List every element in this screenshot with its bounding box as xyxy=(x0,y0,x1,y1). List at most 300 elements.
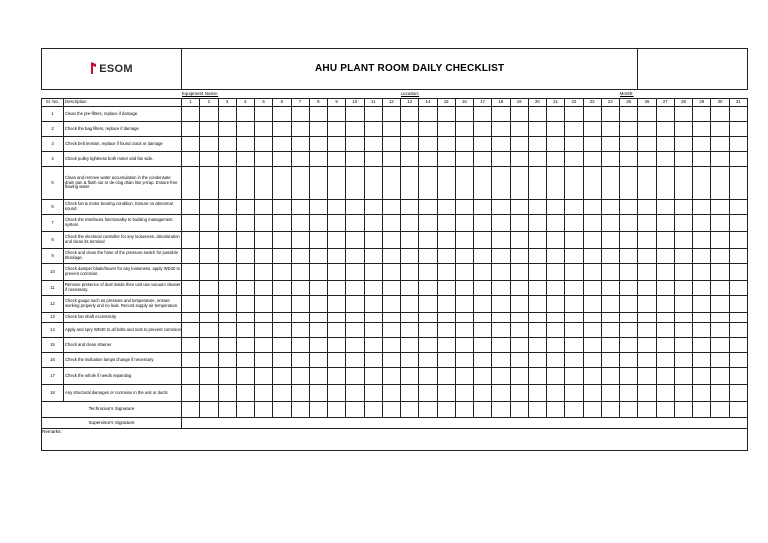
check-cell[interactable] xyxy=(510,338,528,353)
check-cell[interactable] xyxy=(273,122,291,137)
check-cell[interactable] xyxy=(674,152,692,167)
check-cell[interactable] xyxy=(565,385,583,402)
check-cell[interactable] xyxy=(328,323,346,338)
check-cell[interactable] xyxy=(656,215,674,232)
check-cell[interactable] xyxy=(638,281,656,296)
check-cell[interactable] xyxy=(565,313,583,323)
check-cell[interactable] xyxy=(382,385,400,402)
check-cell[interactable] xyxy=(474,107,492,122)
check-cell[interactable] xyxy=(547,167,565,200)
check-cell[interactable] xyxy=(528,264,546,281)
check-cell[interactable] xyxy=(182,368,200,385)
check-cell[interactable] xyxy=(419,167,437,200)
check-cell[interactable] xyxy=(218,122,236,137)
check-cell[interactable] xyxy=(309,215,327,232)
check-cell[interactable] xyxy=(620,215,638,232)
check-cell[interactable] xyxy=(291,281,309,296)
check-cell[interactable] xyxy=(309,296,327,313)
check-cell[interactable] xyxy=(291,152,309,167)
check-cell[interactable] xyxy=(620,323,638,338)
check-cell[interactable] xyxy=(547,107,565,122)
check-cell[interactable] xyxy=(364,338,382,353)
check-cell[interactable] xyxy=(291,338,309,353)
check-cell[interactable] xyxy=(401,152,419,167)
check-cell[interactable] xyxy=(583,167,601,200)
check-cell[interactable] xyxy=(455,232,473,249)
check-cell[interactable] xyxy=(455,249,473,264)
check-cell[interactable] xyxy=(711,264,729,281)
check-cell[interactable] xyxy=(729,215,747,232)
check-cell[interactable] xyxy=(492,107,510,122)
check-cell[interactable] xyxy=(638,264,656,281)
check-cell[interactable] xyxy=(382,107,400,122)
check-cell[interactable] xyxy=(729,122,747,137)
check-cell[interactable] xyxy=(638,122,656,137)
check-cell[interactable] xyxy=(309,249,327,264)
check-cell[interactable] xyxy=(474,152,492,167)
check-cell[interactable] xyxy=(236,152,254,167)
check-cell[interactable] xyxy=(346,122,364,137)
check-cell[interactable] xyxy=(401,338,419,353)
check-cell[interactable] xyxy=(255,338,273,353)
check-cell[interactable] xyxy=(364,200,382,215)
check-cell[interactable] xyxy=(200,385,218,402)
check-cell[interactable] xyxy=(547,137,565,152)
check-cell[interactable] xyxy=(309,200,327,215)
technician-signature-cell[interactable] xyxy=(309,402,327,418)
check-cell[interactable] xyxy=(638,137,656,152)
technician-signature-cell[interactable] xyxy=(401,402,419,418)
check-cell[interactable] xyxy=(346,264,364,281)
technician-signature-cell[interactable] xyxy=(419,402,437,418)
check-cell[interactable] xyxy=(255,232,273,249)
check-cell[interactable] xyxy=(674,296,692,313)
check-cell[interactable] xyxy=(601,215,619,232)
check-cell[interactable] xyxy=(620,264,638,281)
check-cell[interactable] xyxy=(346,385,364,402)
check-cell[interactable] xyxy=(601,313,619,323)
check-cell[interactable] xyxy=(346,137,364,152)
check-cell[interactable] xyxy=(528,200,546,215)
check-cell[interactable] xyxy=(674,353,692,368)
check-cell[interactable] xyxy=(182,215,200,232)
check-cell[interactable] xyxy=(601,338,619,353)
check-cell[interactable] xyxy=(638,296,656,313)
check-cell[interactable] xyxy=(437,215,455,232)
check-cell[interactable] xyxy=(711,122,729,137)
check-cell[interactable] xyxy=(656,167,674,200)
check-cell[interactable] xyxy=(455,385,473,402)
check-cell[interactable] xyxy=(583,338,601,353)
check-cell[interactable] xyxy=(693,232,711,249)
check-cell[interactable] xyxy=(510,368,528,385)
check-cell[interactable] xyxy=(583,232,601,249)
check-cell[interactable] xyxy=(236,338,254,353)
check-cell[interactable] xyxy=(236,107,254,122)
check-cell[interactable] xyxy=(601,232,619,249)
check-cell[interactable] xyxy=(711,137,729,152)
check-cell[interactable] xyxy=(218,107,236,122)
check-cell[interactable] xyxy=(328,296,346,313)
check-cell[interactable] xyxy=(200,323,218,338)
check-cell[interactable] xyxy=(620,232,638,249)
check-cell[interactable] xyxy=(218,249,236,264)
check-cell[interactable] xyxy=(711,107,729,122)
check-cell[interactable] xyxy=(364,281,382,296)
technician-signature-cell[interactable] xyxy=(474,402,492,418)
supervisor-signature-cell[interactable] xyxy=(182,418,748,429)
check-cell[interactable] xyxy=(492,232,510,249)
check-cell[interactable] xyxy=(291,232,309,249)
technician-signature-cell[interactable] xyxy=(583,402,601,418)
check-cell[interactable] xyxy=(437,264,455,281)
check-cell[interactable] xyxy=(528,323,546,338)
check-cell[interactable] xyxy=(565,353,583,368)
check-cell[interactable] xyxy=(711,296,729,313)
check-cell[interactable] xyxy=(601,296,619,313)
check-cell[interactable] xyxy=(729,385,747,402)
technician-signature-cell[interactable] xyxy=(255,402,273,418)
check-cell[interactable] xyxy=(346,368,364,385)
check-cell[interactable] xyxy=(510,353,528,368)
check-cell[interactable] xyxy=(711,368,729,385)
check-cell[interactable] xyxy=(474,338,492,353)
check-cell[interactable] xyxy=(218,281,236,296)
check-cell[interactable] xyxy=(401,385,419,402)
check-cell[interactable] xyxy=(620,368,638,385)
check-cell[interactable] xyxy=(474,281,492,296)
check-cell[interactable] xyxy=(419,338,437,353)
check-cell[interactable] xyxy=(455,152,473,167)
check-cell[interactable] xyxy=(273,137,291,152)
check-cell[interactable] xyxy=(656,323,674,338)
check-cell[interactable] xyxy=(200,264,218,281)
check-cell[interactable] xyxy=(583,215,601,232)
check-cell[interactable] xyxy=(638,200,656,215)
check-cell[interactable] xyxy=(674,281,692,296)
technician-signature-cell[interactable] xyxy=(510,402,528,418)
check-cell[interactable] xyxy=(382,232,400,249)
check-cell[interactable] xyxy=(309,232,327,249)
check-cell[interactable] xyxy=(309,385,327,402)
check-cell[interactable] xyxy=(510,296,528,313)
check-cell[interactable] xyxy=(382,200,400,215)
check-cell[interactable] xyxy=(601,264,619,281)
check-cell[interactable] xyxy=(620,281,638,296)
check-cell[interactable] xyxy=(492,249,510,264)
check-cell[interactable] xyxy=(200,368,218,385)
check-cell[interactable] xyxy=(291,137,309,152)
check-cell[interactable] xyxy=(474,215,492,232)
check-cell[interactable] xyxy=(729,107,747,122)
check-cell[interactable] xyxy=(711,338,729,353)
check-cell[interactable] xyxy=(273,264,291,281)
check-cell[interactable] xyxy=(693,107,711,122)
check-cell[interactable] xyxy=(656,368,674,385)
check-cell[interactable] xyxy=(382,152,400,167)
check-cell[interactable] xyxy=(236,249,254,264)
check-cell[interactable] xyxy=(528,296,546,313)
check-cell[interactable] xyxy=(255,281,273,296)
check-cell[interactable] xyxy=(601,107,619,122)
check-cell[interactable] xyxy=(455,338,473,353)
check-cell[interactable] xyxy=(419,215,437,232)
check-cell[interactable] xyxy=(291,122,309,137)
check-cell[interactable] xyxy=(382,313,400,323)
check-cell[interactable] xyxy=(729,296,747,313)
check-cell[interactable] xyxy=(346,152,364,167)
check-cell[interactable] xyxy=(255,107,273,122)
check-cell[interactable] xyxy=(182,200,200,215)
check-cell[interactable] xyxy=(729,323,747,338)
check-cell[interactable] xyxy=(547,313,565,323)
check-cell[interactable] xyxy=(510,167,528,200)
check-cell[interactable] xyxy=(236,323,254,338)
check-cell[interactable] xyxy=(565,338,583,353)
check-cell[interactable] xyxy=(547,152,565,167)
check-cell[interactable] xyxy=(656,264,674,281)
check-cell[interactable] xyxy=(547,323,565,338)
check-cell[interactable] xyxy=(255,368,273,385)
check-cell[interactable] xyxy=(419,137,437,152)
check-cell[interactable] xyxy=(273,353,291,368)
check-cell[interactable] xyxy=(729,167,747,200)
check-cell[interactable] xyxy=(200,152,218,167)
check-cell[interactable] xyxy=(492,323,510,338)
check-cell[interactable] xyxy=(638,385,656,402)
check-cell[interactable] xyxy=(437,137,455,152)
check-cell[interactable] xyxy=(674,215,692,232)
check-cell[interactable] xyxy=(620,107,638,122)
check-cell[interactable] xyxy=(218,232,236,249)
check-cell[interactable] xyxy=(200,167,218,200)
check-cell[interactable] xyxy=(291,264,309,281)
check-cell[interactable] xyxy=(364,313,382,323)
check-cell[interactable] xyxy=(601,249,619,264)
check-cell[interactable] xyxy=(200,215,218,232)
check-cell[interactable] xyxy=(492,296,510,313)
check-cell[interactable] xyxy=(309,323,327,338)
check-cell[interactable] xyxy=(182,323,200,338)
check-cell[interactable] xyxy=(419,296,437,313)
check-cell[interactable] xyxy=(656,107,674,122)
check-cell[interactable] xyxy=(455,313,473,323)
check-cell[interactable] xyxy=(601,152,619,167)
check-cell[interactable] xyxy=(528,167,546,200)
check-cell[interactable] xyxy=(328,313,346,323)
check-cell[interactable] xyxy=(255,137,273,152)
check-cell[interactable] xyxy=(510,281,528,296)
check-cell[interactable] xyxy=(693,296,711,313)
check-cell[interactable] xyxy=(364,122,382,137)
check-cell[interactable] xyxy=(510,264,528,281)
check-cell[interactable] xyxy=(419,281,437,296)
check-cell[interactable] xyxy=(328,249,346,264)
check-cell[interactable] xyxy=(674,313,692,323)
check-cell[interactable] xyxy=(364,249,382,264)
check-cell[interactable] xyxy=(309,281,327,296)
check-cell[interactable] xyxy=(328,353,346,368)
check-cell[interactable] xyxy=(309,313,327,323)
check-cell[interactable] xyxy=(364,107,382,122)
check-cell[interactable] xyxy=(455,281,473,296)
check-cell[interactable] xyxy=(510,385,528,402)
check-cell[interactable] xyxy=(309,167,327,200)
check-cell[interactable] xyxy=(401,122,419,137)
check-cell[interactable] xyxy=(291,323,309,338)
check-cell[interactable] xyxy=(255,313,273,323)
check-cell[interactable] xyxy=(364,323,382,338)
check-cell[interactable] xyxy=(565,122,583,137)
check-cell[interactable] xyxy=(528,313,546,323)
check-cell[interactable] xyxy=(273,281,291,296)
check-cell[interactable] xyxy=(218,152,236,167)
check-cell[interactable] xyxy=(510,313,528,323)
check-cell[interactable] xyxy=(401,296,419,313)
check-cell[interactable] xyxy=(218,296,236,313)
check-cell[interactable] xyxy=(437,122,455,137)
check-cell[interactable] xyxy=(328,152,346,167)
check-cell[interactable] xyxy=(565,264,583,281)
check-cell[interactable] xyxy=(474,122,492,137)
check-cell[interactable] xyxy=(236,353,254,368)
check-cell[interactable] xyxy=(346,323,364,338)
check-cell[interactable] xyxy=(583,353,601,368)
check-cell[interactable] xyxy=(510,200,528,215)
check-cell[interactable] xyxy=(182,338,200,353)
check-cell[interactable] xyxy=(492,152,510,167)
check-cell[interactable] xyxy=(711,200,729,215)
check-cell[interactable] xyxy=(419,323,437,338)
check-cell[interactable] xyxy=(364,215,382,232)
check-cell[interactable] xyxy=(729,152,747,167)
check-cell[interactable] xyxy=(601,385,619,402)
check-cell[interactable] xyxy=(382,338,400,353)
check-cell[interactable] xyxy=(674,167,692,200)
check-cell[interactable] xyxy=(255,264,273,281)
check-cell[interactable] xyxy=(729,200,747,215)
check-cell[interactable] xyxy=(620,167,638,200)
check-cell[interactable] xyxy=(328,232,346,249)
check-cell[interactable] xyxy=(236,215,254,232)
check-cell[interactable] xyxy=(328,368,346,385)
check-cell[interactable] xyxy=(620,353,638,368)
check-cell[interactable] xyxy=(528,281,546,296)
check-cell[interactable] xyxy=(182,296,200,313)
check-cell[interactable] xyxy=(583,313,601,323)
check-cell[interactable] xyxy=(693,368,711,385)
check-cell[interactable] xyxy=(437,232,455,249)
check-cell[interactable] xyxy=(437,296,455,313)
check-cell[interactable] xyxy=(565,215,583,232)
check-cell[interactable] xyxy=(419,385,437,402)
check-cell[interactable] xyxy=(291,215,309,232)
check-cell[interactable] xyxy=(656,137,674,152)
check-cell[interactable] xyxy=(674,232,692,249)
check-cell[interactable] xyxy=(674,107,692,122)
check-cell[interactable] xyxy=(656,338,674,353)
check-cell[interactable] xyxy=(236,200,254,215)
check-cell[interactable] xyxy=(346,249,364,264)
check-cell[interactable] xyxy=(401,137,419,152)
check-cell[interactable] xyxy=(547,215,565,232)
check-cell[interactable] xyxy=(255,249,273,264)
check-cell[interactable] xyxy=(729,264,747,281)
check-cell[interactable] xyxy=(693,200,711,215)
check-cell[interactable] xyxy=(273,152,291,167)
check-cell[interactable] xyxy=(419,200,437,215)
check-cell[interactable] xyxy=(474,232,492,249)
check-cell[interactable] xyxy=(711,152,729,167)
check-cell[interactable] xyxy=(291,353,309,368)
check-cell[interactable] xyxy=(656,281,674,296)
check-cell[interactable] xyxy=(200,137,218,152)
check-cell[interactable] xyxy=(638,353,656,368)
check-cell[interactable] xyxy=(236,368,254,385)
check-cell[interactable] xyxy=(601,353,619,368)
check-cell[interactable] xyxy=(474,137,492,152)
check-cell[interactable] xyxy=(528,107,546,122)
check-cell[interactable] xyxy=(401,215,419,232)
check-cell[interactable] xyxy=(547,385,565,402)
check-cell[interactable] xyxy=(474,296,492,313)
check-cell[interactable] xyxy=(638,368,656,385)
check-cell[interactable] xyxy=(218,353,236,368)
check-cell[interactable] xyxy=(455,107,473,122)
technician-signature-cell[interactable] xyxy=(346,402,364,418)
check-cell[interactable] xyxy=(382,323,400,338)
check-cell[interactable] xyxy=(510,249,528,264)
check-cell[interactable] xyxy=(455,200,473,215)
technician-signature-cell[interactable] xyxy=(693,402,711,418)
check-cell[interactable] xyxy=(291,313,309,323)
check-cell[interactable] xyxy=(236,167,254,200)
check-cell[interactable] xyxy=(291,107,309,122)
remarks-field[interactable] xyxy=(42,435,748,451)
check-cell[interactable] xyxy=(273,338,291,353)
check-cell[interactable] xyxy=(528,368,546,385)
check-cell[interactable] xyxy=(474,313,492,323)
check-cell[interactable] xyxy=(674,137,692,152)
check-cell[interactable] xyxy=(656,296,674,313)
check-cell[interactable] xyxy=(474,167,492,200)
check-cell[interactable] xyxy=(182,122,200,137)
check-cell[interactable] xyxy=(528,215,546,232)
check-cell[interactable] xyxy=(601,122,619,137)
technician-signature-cell[interactable] xyxy=(200,402,218,418)
check-cell[interactable] xyxy=(492,338,510,353)
check-cell[interactable] xyxy=(565,249,583,264)
check-cell[interactable] xyxy=(620,200,638,215)
check-cell[interactable] xyxy=(401,232,419,249)
check-cell[interactable] xyxy=(583,281,601,296)
check-cell[interactable] xyxy=(711,385,729,402)
technician-signature-cell[interactable] xyxy=(528,402,546,418)
technician-signature-cell[interactable] xyxy=(601,402,619,418)
check-cell[interactable] xyxy=(455,137,473,152)
check-cell[interactable] xyxy=(200,107,218,122)
technician-signature-cell[interactable] xyxy=(638,402,656,418)
check-cell[interactable] xyxy=(236,232,254,249)
check-cell[interactable] xyxy=(182,107,200,122)
check-cell[interactable] xyxy=(510,137,528,152)
check-cell[interactable] xyxy=(674,368,692,385)
check-cell[interactable] xyxy=(419,313,437,323)
check-cell[interactable] xyxy=(200,296,218,313)
check-cell[interactable] xyxy=(601,323,619,338)
check-cell[interactable] xyxy=(711,353,729,368)
check-cell[interactable] xyxy=(620,249,638,264)
